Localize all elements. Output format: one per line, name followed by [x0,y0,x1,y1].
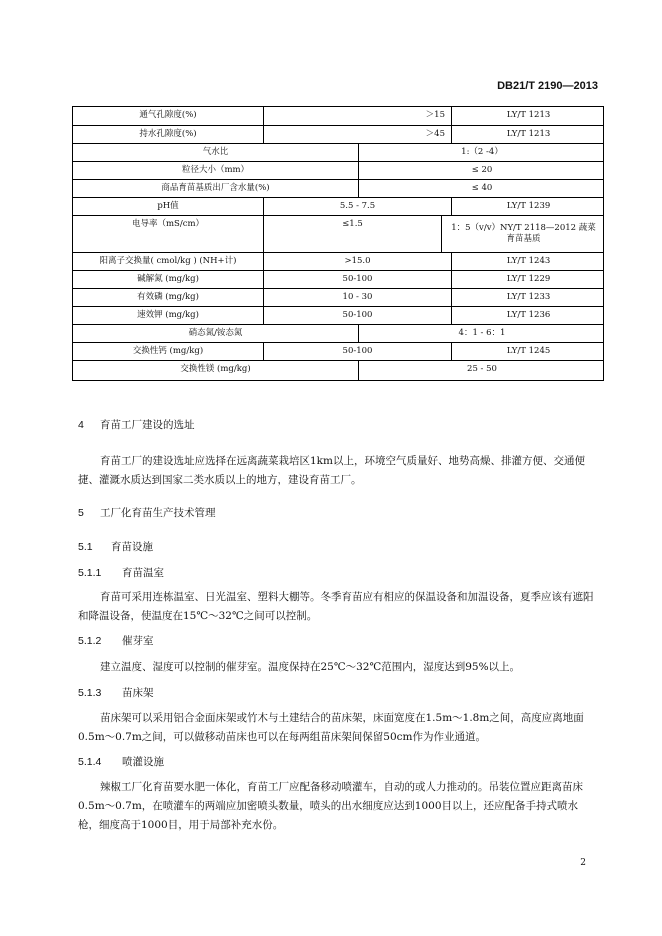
section-number: 5.1.4 [78,756,102,768]
table-cell-value: ＞15 [263,107,451,125]
table-cell-name: 粒径大小（mm） [181,164,250,175]
section-5-heading [78,504,598,523]
section-5-1-heading [78,538,598,557]
table-cell-name: 交换性镁 (mg/kg) [180,364,251,374]
table-cell-name: 速效钾 (mg/kg) [137,309,199,320]
page-number: 2 [580,858,586,868]
table-cell-name: 通气孔隙度(%) [139,110,197,121]
section-number: 4 [78,419,84,431]
table-cell-value: 5.5 - 7.5 [263,198,451,215]
section-number: 5.1.1 [78,567,102,579]
table-row [73,288,603,306]
table-row [73,161,603,179]
table-cell-value: 1:（2 -4） [358,144,605,161]
table-cell-value: 25 - 50 [358,361,605,381]
table-row [73,306,603,324]
table-cell-value: ≤ 20 [358,162,605,179]
table-row [73,252,603,270]
table-cell-value: ＞45 [263,126,451,143]
table-cell-value: 10 - 30 [263,289,451,306]
table-cell-value: ≤1.5 [263,216,441,252]
section-5-1-2-heading [78,632,598,651]
table-row [73,215,603,252]
section-4-heading [78,416,598,435]
section-number: 5.1 [78,541,93,553]
table-cell-standard [441,216,605,252]
substrate-spec-table [72,106,604,381]
table-cell-value: 50-100 [263,271,451,288]
section-5-1-3-text: 苗床架可以采用铝合金面床架或竹木与土建结合的苗床架，床面宽度在1.5m～1.8m之间，高度应离地面0.5m～0.7m之间，可以做移动苗床也可以在每两组苗床架间保留50cm作为作业通道。 [78,712,584,743]
table-row [73,270,603,288]
section-title: 催芽室 [122,635,154,647]
table-cell-name: 硝态氮/铵态氮 [188,327,243,338]
section-title: 喷灌设施 [122,756,164,768]
table-row [73,179,603,197]
table-cell-name: 阳离子交换量( cmol/kg ) (NH+计) [99,255,237,266]
section-number: 5.1.3 [78,687,102,699]
section-title: 工厂化育苗生产技术管理 [100,507,216,519]
table-cell-value: 50-100 [263,307,451,324]
table-row [73,107,603,125]
table-cell-value: 4：1 - 6：1 [358,325,605,342]
table-row [73,197,603,215]
table-cell-standard: LY/T 1243 [451,253,605,270]
table-cell-name: 有效磷 (mg/kg) [137,291,199,302]
section-5-1-4-text: 辣椒工厂化育苗要水肥一体化，育苗工厂应配备移动喷灌车，自动的或人力推动的。吊装位置应距离苗床0.5m～0.7m，在喷灌车的两端应加密喷头数量，喷头的出水细度应达到1000目以上，还应配备手持式喷水枪，细度高于1000目，用于局部补充水份。 [78,781,583,831]
table-cell-value: 50-100 [263,343,451,360]
section-title: 苗床架 [122,687,154,699]
section-title: 育苗设施 [111,541,153,553]
table-cell-standard: LY/T 1236 [451,307,605,324]
standard-line-2: 育苗基质 [506,234,541,244]
table-cell-name: 商品育苗基质出厂含水量(%) [161,182,270,193]
document-code: DB21/T 2190—2013 [497,80,598,92]
table-cell-value: >15.0 [263,253,451,270]
table-row [73,360,603,381]
table-cell-standard: LY/T 1229 [451,271,605,288]
table-cell-standard: LY/T 1233 [451,289,605,306]
table-cell-standard: LY/T 1245 [451,343,605,360]
section-title: 育苗温室 [122,567,164,579]
section-5-1-1-heading [78,564,598,583]
section-title: 育苗工厂建设的选址 [100,419,195,431]
table-cell-name: 电导率（mS/cm） [131,219,205,229]
section-5-1-2-text: 建立温度、湿度可以控制的催芽室。温度保持在25℃～32℃范围内，湿度达到95%以上。 [100,661,521,673]
section-5-1-3-heading [78,684,598,703]
table-cell-value: ≤ 40 [358,180,605,197]
table-cell-name: 持水孔隙度(%) [139,128,197,139]
section-number: 5.1.2 [78,635,102,647]
table-row [73,324,603,342]
table-cell-standard: LY/T 1213 [451,107,605,125]
section-4-text: 育苗工厂的建设选址应选择在远离蔬菜栽培区1km以上，环境空气质量好、地势高燥、排灌方便、交通便捷、灌溉水质达到国家二类水质以上的地方，建设育苗工厂。 [78,455,585,486]
table-cell-name: 气水比 [202,146,229,157]
table-cell-name: 交换性钙 (mg/kg) [132,345,204,356]
table-row [73,143,603,161]
table-cell-standard: LY/T 1213 [451,126,605,143]
table-cell-name: 碱解氮 (mg/kg) [137,273,199,284]
table-row [73,342,603,360]
table-cell-name: pH值 [157,200,179,211]
section-5-1-1-text: 育苗可采用连栋温室、日光温室、塑料大棚等。冬季育苗应有相应的保温设备和加温设备，夏季应该有遮阳和降温设备，使温度在15℃～32℃之间可以控制。 [78,591,594,622]
table-row [73,125,603,143]
section-number: 5 [78,507,84,519]
table-cell-standard: LY/T 1239 [451,198,605,215]
section-5-1-4-heading [78,753,598,772]
standard-line-1: 1：5（v/v）NY/T 2118—2012 蔬菜 [451,222,596,233]
